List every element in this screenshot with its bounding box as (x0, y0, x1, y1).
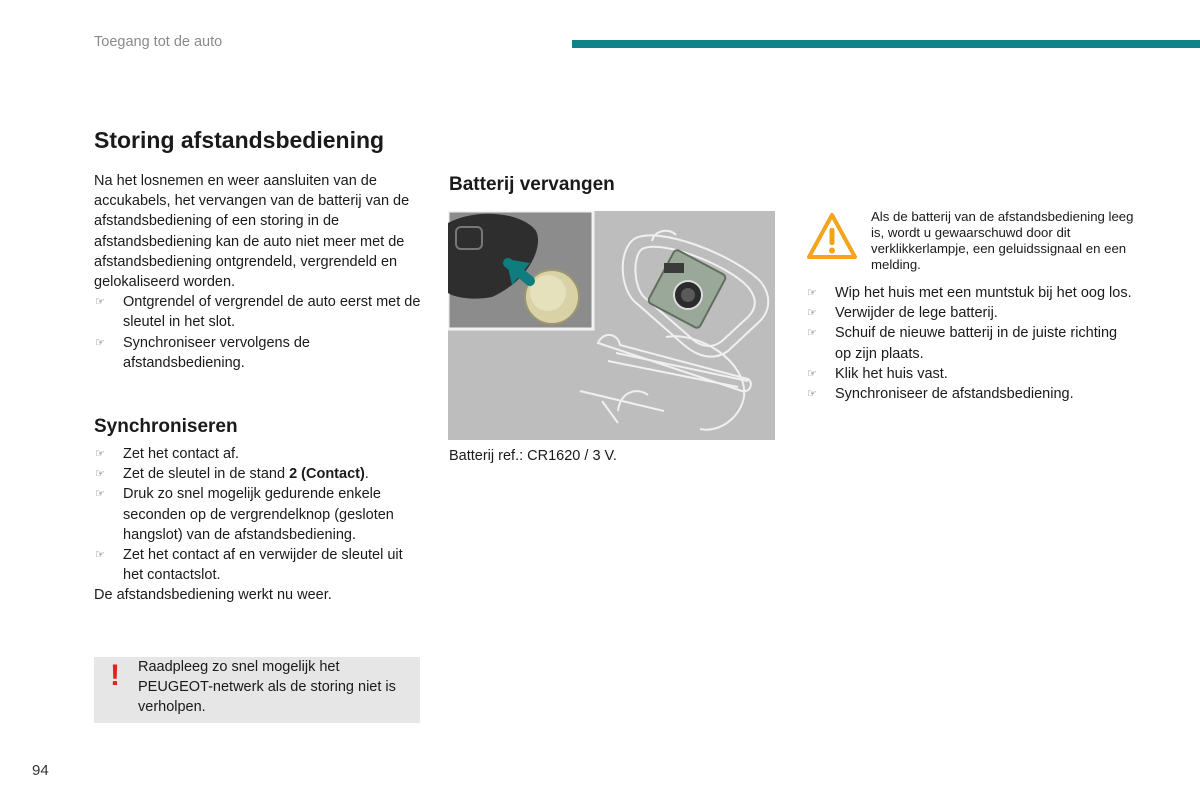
pointing-hand-icon: ☞ (95, 336, 105, 349)
note-text: Raadpleeg zo snel mogelijk het PEUGEOT-netwerk als de storing niet is verholpen. (138, 659, 396, 716)
list-item-text: Synchroniseer de afstandsbediening. (835, 386, 1074, 403)
pointing-hand-icon: ☞ (807, 327, 817, 340)
pointing-hand-icon: ☞ (807, 367, 817, 380)
coin-highlight (530, 275, 566, 311)
list-item-text: Wip het huis met een muntstuk bij het oog los. (835, 285, 1132, 301)
list-item-text: Zet de sleutel in de stand (123, 466, 290, 483)
list-item (94, 444, 424, 464)
sync-step-list (94, 444, 424, 585)
exclamation-icon: ! (110, 659, 120, 692)
key-battery-drawing (448, 211, 775, 440)
battery-center (681, 288, 695, 302)
intro-section (94, 171, 424, 373)
list-item-text: Verwijder de lege batterij. (835, 305, 998, 322)
list-item-text: . (364, 466, 369, 483)
list-item-text: Ontgrendel of vergrendel de auto eerst met de sleutel in het slot. (123, 294, 421, 331)
warning-triangle-icon (806, 211, 858, 261)
list-item-text: Zet het contact af. (123, 446, 240, 462)
note-box (94, 657, 420, 723)
list-item-text: Zet het contact af en verwijder de sleutel uit het contactslot. (123, 547, 403, 584)
board-chip (664, 263, 684, 273)
intro-bullet-list (94, 292, 424, 373)
section-title: Toegang tot de auto (94, 34, 223, 50)
sync-closing-text: De afstandsbediening werkt nu weer. (94, 587, 332, 604)
warning-text: Als de batterij van de afstandsbediening leeg is, wordt u gewaarschuwd door dit verklikkerlampje, een geluidssignaal en een melding. (871, 209, 1134, 272)
list-item (806, 303, 1136, 323)
pointing-hand-icon: ☞ (807, 307, 817, 320)
header-accent-bar (572, 40, 1200, 48)
battery-heading: Batterij vervangen (449, 174, 615, 195)
contact-position-label: 2 (Contact) (289, 466, 365, 483)
pointing-hand-icon: ☞ (95, 468, 105, 481)
pointing-hand-icon: ☞ (807, 388, 817, 401)
list-item (94, 464, 424, 484)
list-item (94, 545, 424, 585)
intro-paragraph: Na het losnemen en weer aansluiten van de accukabels, het vervangen van de batterij van de afstandsbediening of een storing in de afstandsbediening kan de auto niet meer met de afstandsbediening ontgrendeld, vergrendeld en gelokaliseerd worden. (94, 173, 410, 291)
list-item (94, 292, 424, 332)
sync-section (94, 444, 424, 606)
pointing-hand-icon: ☞ (95, 448, 105, 460)
sync-heading: Synchroniseren (94, 416, 238, 437)
list-item (94, 484, 424, 545)
list-item-text: Druk zo snel mogelijk gedurende enkele seconden op de vergrendelknop (gesloten hangslot) van de afstandsbediening. (123, 486, 394, 543)
list-item-text: Synchroniseer vervolgens de afstandsbediening. (123, 334, 310, 371)
list-item-text: Schuif de nieuwe batterij in de juiste richting op zijn plaats. (835, 325, 1118, 362)
list-item-text: Klik het huis vast. (835, 365, 948, 382)
replacement-steps (806, 283, 1136, 404)
pointing-hand-icon: ☞ (95, 488, 105, 501)
battery-caption: Batterij ref.: CR1620 / 3 V. (449, 448, 617, 464)
list-item (806, 323, 1136, 363)
list-item (806, 283, 1136, 303)
pointing-hand-icon: ☞ (807, 287, 817, 299)
list-item (806, 364, 1136, 384)
list-item (806, 384, 1136, 404)
list-item (94, 333, 424, 373)
pointing-hand-icon: ☞ (95, 549, 105, 562)
page-number: 94 (32, 762, 49, 779)
pointing-hand-icon: ☞ (95, 296, 105, 309)
replacement-step-list (806, 283, 1136, 404)
page-title: Storing afstandsbediening (94, 127, 385, 153)
key-battery-illustration (448, 211, 775, 440)
